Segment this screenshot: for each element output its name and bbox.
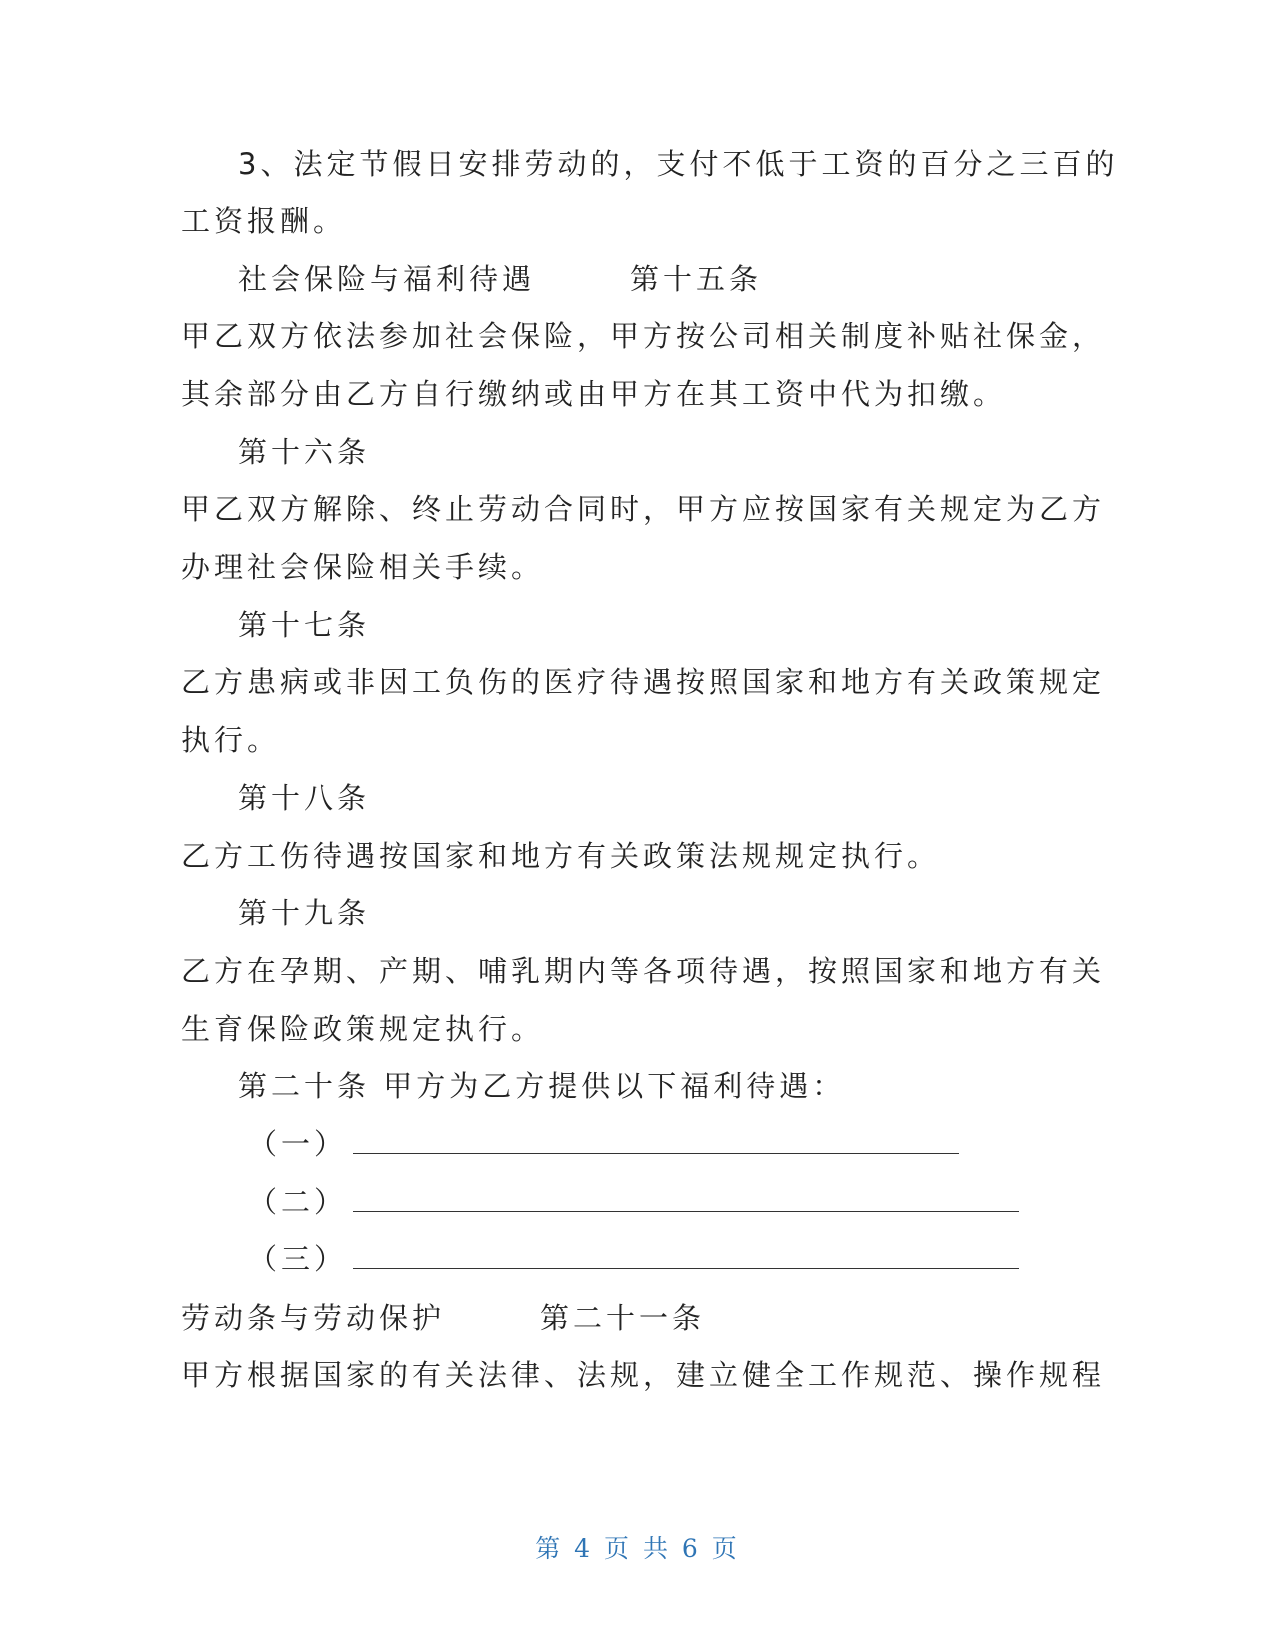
fill-in-blank[interactable] <box>353 1187 1019 1212</box>
paragraph-line: 其余部分由乙方自行缴纳或由甲方在其工资中代为扣缴。 <box>181 377 1007 411</box>
benefit-item <box>248 1241 1019 1277</box>
article-number: 第十七条 <box>238 608 371 642</box>
benefit-item-label: （二） <box>248 1185 348 1219</box>
section-heading-labor-protection <box>181 1300 705 1336</box>
paragraph-line: 3、法定节假日安排劳动的，支付不低于工资的百分之三百的 <box>238 147 1119 181</box>
article-number: 第二十条 甲方为乙方提供以下福利待遇： <box>238 1069 846 1103</box>
page-number-footer: 第 4 页 共 6 页 <box>535 1534 740 1563</box>
paragraph-line: 乙方患病或非因工负伤的医疗待遇按照国家和地方有关政策规定 <box>181 665 1106 699</box>
section-heading-text: 劳动条与劳动保护 <box>181 1301 446 1335</box>
article-number: 第十八条 <box>238 781 371 815</box>
paragraph-line: 办理社会保险相关手续。 <box>181 550 545 584</box>
fill-in-blank[interactable] <box>353 1244 1019 1269</box>
paragraph-line: 甲方根据国家的有关法律、法规，建立健全工作规范、操作规程 <box>181 1358 1106 1392</box>
paragraph-line: 工资报酬。 <box>181 204 347 238</box>
paragraph-line: 乙方工伤待遇按国家和地方有关政策法规规定执行。 <box>181 839 941 873</box>
benefit-item-label: （一） <box>248 1127 348 1161</box>
article-number: 第十六条 <box>238 435 371 469</box>
paragraph-line: 甲乙双方解除、终止劳动合同时，甲方应按国家有关规定为乙方 <box>181 492 1106 526</box>
benefit-item-label: （三） <box>248 1242 348 1276</box>
fill-in-blank[interactable] <box>353 1129 959 1154</box>
paragraph-line: 乙方在孕期、产期、哺乳期内等各项待遇，按照国家和地方有关 <box>181 954 1106 988</box>
paragraph-line: 执行。 <box>181 723 281 757</box>
paragraph-line: 生育保险政策规定执行。 <box>181 1012 545 1046</box>
paragraph-line: 甲乙双方依法参加社会保险，甲方按公司相关制度补贴社保金， <box>181 319 1106 353</box>
benefit-item <box>248 1184 1019 1220</box>
section-heading-text: 社会保险与福利待遇 <box>238 262 536 296</box>
article-number: 第二十一条 <box>540 1301 706 1335</box>
article-number: 第十九条 <box>238 896 371 930</box>
section-heading-social-insurance <box>238 261 762 297</box>
article-number: 第十五条 <box>630 262 763 296</box>
benefit-item <box>248 1126 959 1162</box>
